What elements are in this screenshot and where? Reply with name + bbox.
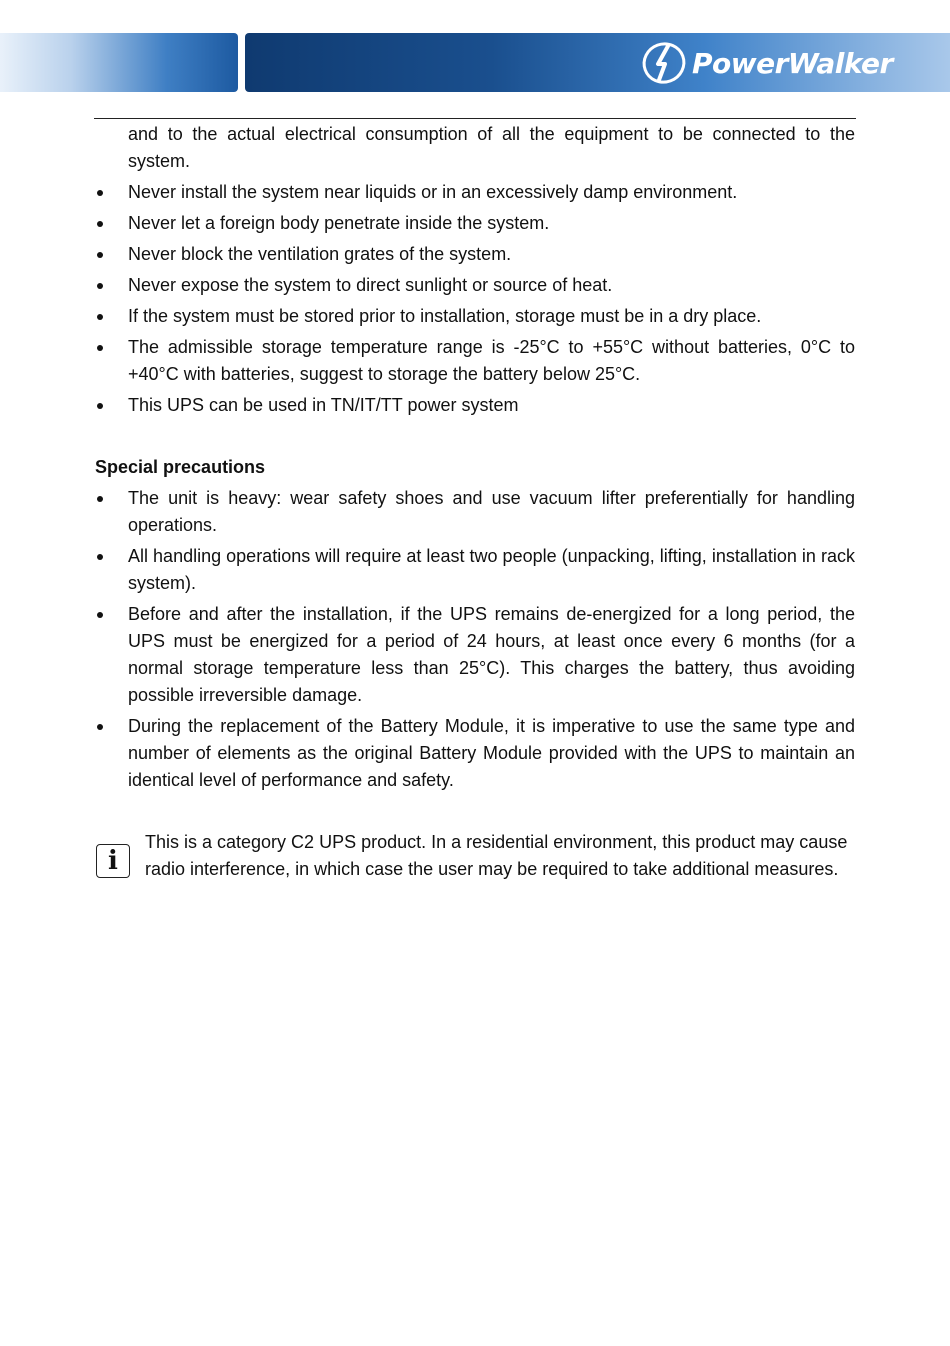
brand-logo bbox=[640, 39, 893, 87]
bullet-icon bbox=[97, 283, 103, 289]
bullet-icon bbox=[97, 314, 103, 320]
bullet-icon bbox=[97, 496, 103, 502]
bullet-icon bbox=[97, 554, 103, 560]
list-item: This UPS can be used in TN/IT/TT power system bbox=[95, 392, 855, 419]
bullet-icon bbox=[97, 252, 103, 258]
list-item: The unit is heavy: wear safety shoes and use vacuum lifter preferentially for handling operations. bbox=[95, 485, 855, 539]
info-icon: i bbox=[96, 844, 130, 878]
general-precautions-list bbox=[95, 179, 855, 419]
info-note-text: This is a category C2 UPS product. In a residential environment, this product may cause radio interference, in which case the user may be required to take additional measures. bbox=[145, 832, 848, 879]
header-rule bbox=[94, 118, 856, 119]
bullet-icon bbox=[97, 221, 103, 227]
bullet-icon bbox=[97, 403, 103, 409]
bullet-icon bbox=[97, 612, 103, 618]
list-item: Never install the system near liquids or in an excessively damp environment. bbox=[95, 179, 855, 206]
page-header bbox=[0, 33, 950, 93]
list-item: If the system must be stored prior to installation, storage must be in a dry place. bbox=[95, 303, 855, 330]
bullet-icon bbox=[97, 190, 103, 196]
list-item: Before and after the installation, if the UPS remains de-energized for a long period, the UPS must be energized for a period of 24 hours, at least once every 6 months (for a normal storage temperature less than 25°C). This charges the battery, thus avoiding possible irreversible damage. bbox=[95, 601, 855, 709]
bullet-icon bbox=[97, 345, 103, 351]
document-body bbox=[95, 121, 855, 883]
list-item: Never block the ventilation grates of the system. bbox=[95, 241, 855, 268]
list-item: Never expose the system to direct sunlight or source of heat. bbox=[95, 272, 855, 299]
list-item: All handling operations will require at least two people (unpacking, lifting, installation in rack system). bbox=[95, 543, 855, 597]
brand-name: PowerWalker bbox=[692, 46, 893, 80]
info-note bbox=[95, 829, 855, 883]
section-heading: Special precautions bbox=[95, 457, 266, 477]
list-item: Never let a foreign body penetrate inside the system. bbox=[95, 210, 855, 237]
header-band-left bbox=[0, 33, 238, 92]
continued-paragraph: and to the actual electrical consumption of all the equipment to be connected to the system. bbox=[128, 124, 855, 171]
list-item: During the replacement of the Battery Module, it is imperative to use the same type and number of elements as the original Battery Module provided with the UPS to maintain an identical level of performance and safety. bbox=[95, 713, 855, 794]
list-item: The admissible storage temperature range is -25°C to +55°C without batteries, 0°C to +40°C with batteries, suggest to storage the battery below 25°C. bbox=[95, 334, 855, 388]
special-precautions-list bbox=[95, 485, 855, 794]
powerwalker-swirl-icon bbox=[640, 40, 688, 86]
bullet-icon bbox=[97, 724, 103, 730]
